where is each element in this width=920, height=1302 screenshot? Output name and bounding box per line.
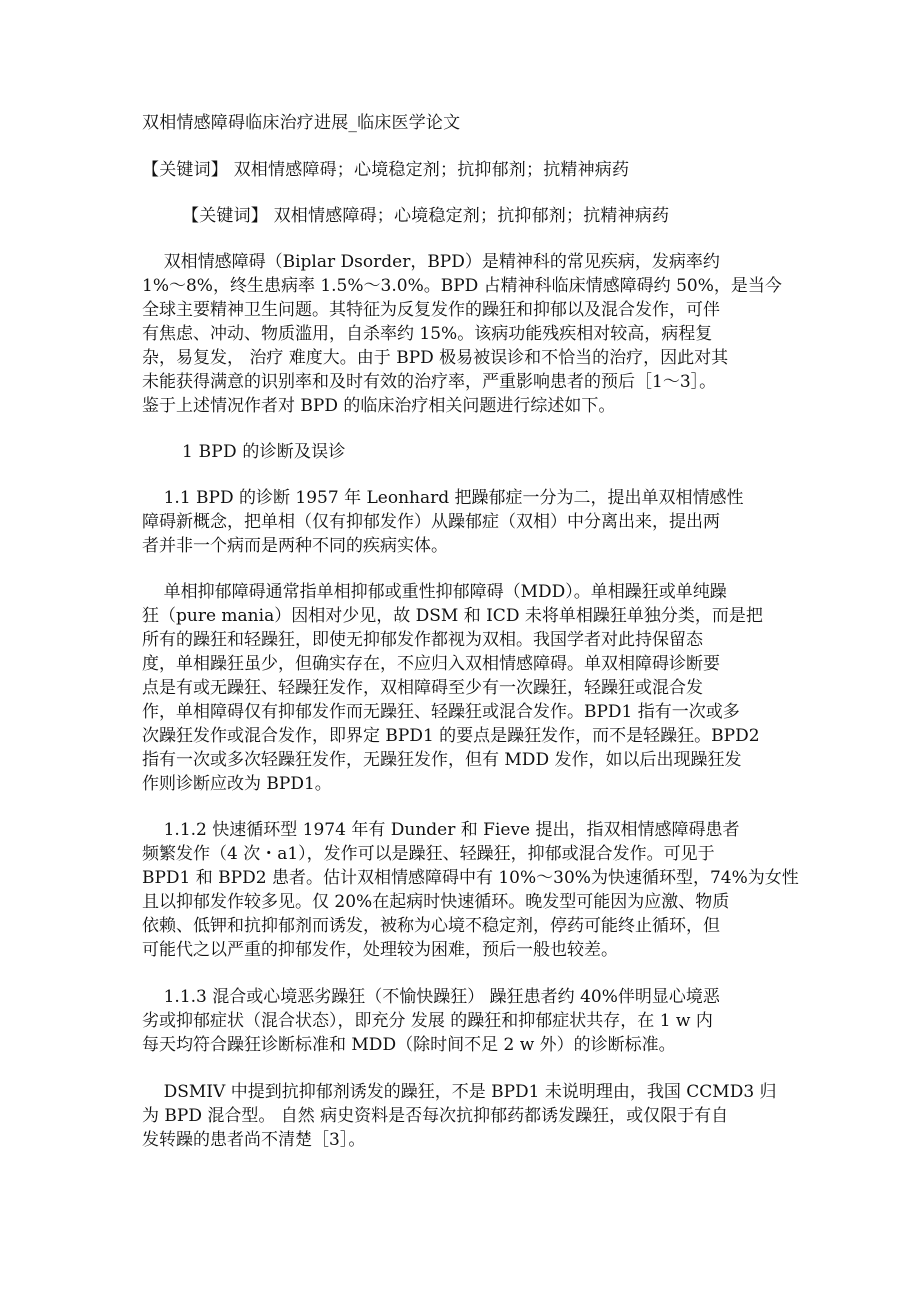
text-line: 单相抑郁障碍通常指单相抑郁或重性抑郁障碍（MDD）。单相躁狂或单纯躁: [142, 582, 727, 602]
text-line: 双相情感障碍（Biplar Dsorder，BPD）是精神科的常见疾病，发病率约: [142, 252, 720, 272]
text-line: BPD1 和 BPD2 患者。估计双相情感障碍中有 10%～30%为快速循环型，74%为女性: [142, 868, 799, 888]
text-line: 点是有或无躁狂、轻躁狂发作，双相障碍至少有一次躁狂，轻躁狂或混合发: [142, 678, 703, 698]
text-line: 次躁狂发作或混合发作，即界定 BPD1 的要点是躁狂发作，而不是轻躁狂。BPD2: [142, 726, 760, 746]
text-line: 度，单相躁狂虽少，但确实存在，不应归入双相情感障碍。单双相障碍诊断要: [142, 654, 720, 674]
diagnosis-paragraph: [142, 486, 782, 558]
text-line: 全球主要精神卫生问题。其特征为反复发作的躁狂和抑郁以及混合发作，可伴: [142, 300, 720, 320]
dsmiv-paragraph: [142, 1080, 782, 1152]
intro-paragraph: [142, 250, 782, 418]
text-line: 有焦虑、冲动、物质滥用，自杀率约 15%。该病功能残疾相对较高，病程复: [142, 324, 713, 344]
section-heading: 1 BPD 的诊断及误诊: [182, 442, 346, 462]
text-line: 1.1.2 快速循环型 1974 年有 Dunder 和 Fieve 提出，指双相情感障碍患者: [142, 820, 740, 840]
text-line: DSMIV 中提到抗抑郁剂诱发的躁狂，不是 BPD1 未说明理由，我国 CCMD3 归: [142, 1082, 777, 1102]
text-line: 劣或抑郁症状（混合状态），即充分 发展 的躁狂和抑郁症状共存，在 1 w 内: [142, 1011, 713, 1031]
text-line: 每天均符合躁狂诊断标准和 MDD（除时间不足 2 w 外）的诊断标准。: [142, 1035, 676, 1055]
rapid-cycling-paragraph: [142, 818, 799, 962]
text-line: 1.1 BPD 的诊断 1957 年 Leonhard 把躁郁症一分为二，提出单双相情感性: [142, 488, 744, 508]
text-line: 鉴于上述情况作者对 BPD 的临床治疗相关问题进行综述如下。: [142, 396, 616, 416]
keywords-line: 【关键词】 双相情感障碍；心境稳定剂；抗抑郁剂；抗精神病药: [142, 160, 630, 180]
document-title: 双相情感障碍临床治疗进展_临床医学论文: [142, 113, 461, 133]
unipolar-paragraph: [142, 580, 782, 796]
text-line: 指有一次或多次轻躁狂发作，无躁狂发作，但有 MDD 发作，如以后出现躁狂发: [142, 750, 742, 770]
text-line: 为 BPD 混合型。 自然 病史资料是否每次抗抑郁药都诱发躁狂，或仅限于有自: [142, 1106, 729, 1126]
text-line: 依赖、低钾和抗抑郁剂而诱发，被称为心境不稳定剂，停药可能终止循环，但: [142, 916, 720, 936]
text-line: 所有的躁狂和轻躁狂，即使无抑郁发作都视为双相。我国学者对此持保留态: [142, 630, 703, 650]
text-line: 频繁发作（4 次・a1），发作可以是躁狂、轻躁狂，抑郁或混合发作。可见于: [142, 844, 715, 864]
text-line: 作则诊断应改为 BPD1。: [142, 774, 332, 794]
mixed-mania-paragraph: [142, 985, 782, 1057]
text-line: 障碍新概念，把单相（仅有抑郁发作）从躁郁症（双相）中分离出来，提出两: [142, 512, 720, 532]
text-line: 杂，易复发， 治疗 难度大。由于 BPD 极易被误诊和不恰当的治疗，因此对其: [142, 348, 729, 368]
text-line: 1.1.3 混合或心境恶劣躁狂（不愉快躁狂） 躁狂患者约 40%伴明显心境恶: [142, 987, 720, 1007]
text-line: 可能代之以严重的抑郁发作，处理较为困难，预后一般也较差。: [142, 940, 618, 960]
text-line: 者并非一个病而是两种不同的疾病实体。: [142, 536, 448, 556]
keywords-line-indented: 【关键词】 双相情感障碍；心境稳定剂；抗抑郁剂；抗精神病药: [182, 206, 670, 226]
text-line: 未能获得满意的识别率和及时有效的治疗率，严重影响患者的预后［1～3］。: [142, 372, 717, 392]
text-line: 发转躁的患者尚不清楚［3］。: [142, 1130, 366, 1150]
text-line: 且以抑郁发作较多见。仅 20%在起病时快速循环。晚发型可能因为应激、物质: [142, 892, 730, 912]
text-line: 1%～8%，终生患病率 1.5%～3.0%。BPD 占精神科临床情感障碍约 50%，是当今: [142, 276, 782, 296]
text-line: 作，单相障碍仅有抑郁发作而无躁狂、轻躁狂或混合发作。BPD1 指有一次或多: [142, 702, 740, 722]
text-line: 狂（pure mania）因相对少见，故 DSM 和 ICD 未将单相躁狂单独分类，而是把: [142, 606, 763, 626]
